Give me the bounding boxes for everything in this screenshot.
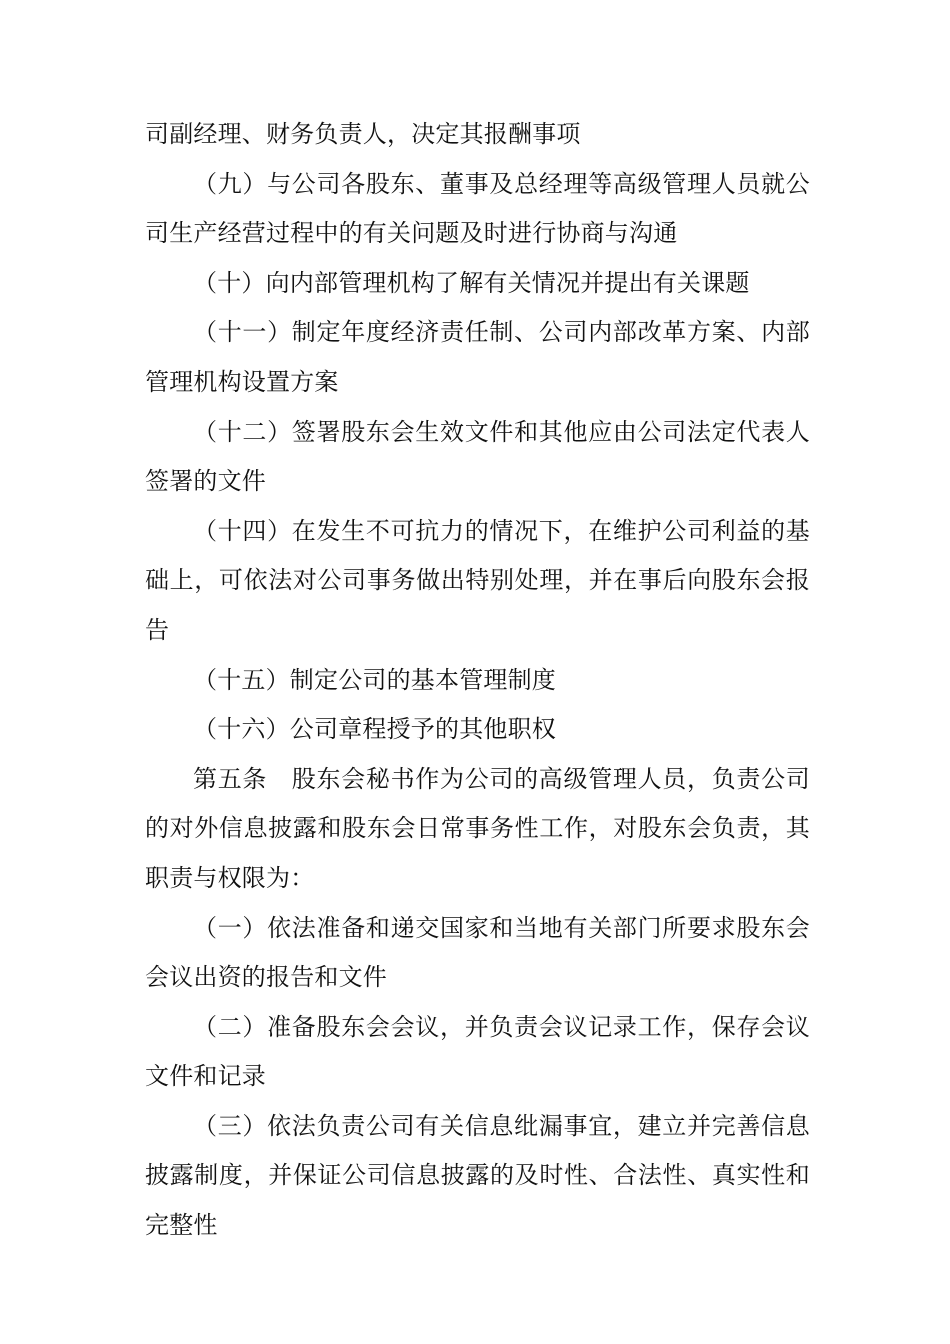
paragraph-item-12: （十二）签署股东会生效文件和其他应由公司法定代表人签署的文件 (145, 417, 810, 496)
paragraph-item-14: （十四）在发生不可抗力的情况下，在维护公司利益的基础上，可依法对公司事务做出特别处理，并在事后向股东会报告 (145, 516, 810, 644)
paragraph-duty-3: （三）依法负责公司有关信息纰漏事宜，建立并完善信息披露制度，并保证公司信息披露的及时性、合法性、真实性和完整性 (145, 1111, 810, 1240)
paragraph-item-9: （九）与公司各股东、董事及总经理等高级管理人员就公司生产经营过程中的有关问题及时进行协商与沟通 (145, 169, 810, 248)
paragraph-item-10: （十）向内部管理机构了解有关情况并提出有关课题 (193, 268, 750, 297)
paragraph-continuation: 司副经理、财务负责人，决定其报酬事项 (145, 120, 581, 148)
paragraph-duty-2: （二）准备股东会会议，并负责会议记录工作，保存会议文件和记录 (145, 1012, 810, 1091)
paragraph-item-15: （十五）制定公司的基本管理制度 (193, 665, 556, 694)
paragraph-item-11: （十一）制定年度经济责任制、公司内部改革方案、内部管理机构设置方案 (145, 318, 810, 396)
document-body (145, 110, 810, 1251)
paragraph-item-16: （十六）公司章程授予的其他职权 (193, 715, 556, 744)
paragraph-article-5: 第五条 股东会秘书作为公司的高级管理人员，负责公司的对外信息披露和股东会日常事务性工作，对股东会负责，其职责与权限为： (145, 764, 810, 892)
paragraph-duty-1: （一）依法准备和递交国家和当地有关部门所要求股东会会议出资的报告和文件 (145, 913, 810, 992)
